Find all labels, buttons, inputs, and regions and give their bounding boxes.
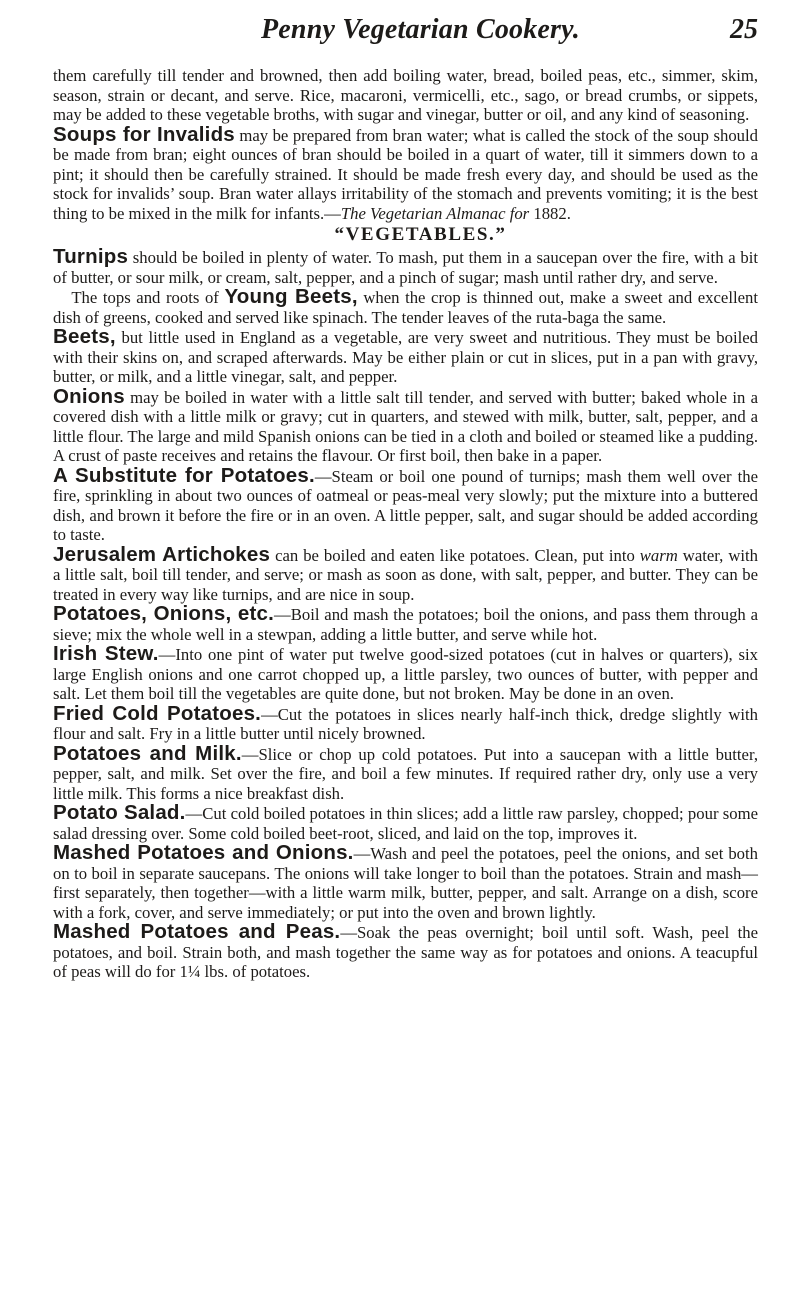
paragraph-mashed-potatoes-peas [53, 922, 758, 982]
italic-word: warm [639, 545, 678, 565]
paragraph-text: —Slice or chop up cold potatoes. Put into a saucepan with a little butter, pepper, salt, and milk. Set over the fire, and boil a few minutes. If required rather dry, only use a very little milk. This forms a nice breakfast dish. [53, 744, 759, 803]
paragraph-text: —Wash and peel the potatoes, peel the onions, and set both on to boil in separate saucepans. The onions will take longer to boil than the potatoes. Strain and mash—first separately, then together—with a little warm milk, butter, pepper, and salt. Arrange on a dish, score with a fork, cover, and serve immediately; or put into the oven and brown lightly. [53, 844, 758, 922]
recipe-heading: Mashed Potatoes and Peas. [53, 920, 341, 943]
paragraph-text: them carefully till tender and browned, then add boiling water, bread, boiled peas, etc., simmer, skim, season, strain or decant, and serve. Rice, macaroni, vermicelli, etc., sago, or bread crumbs, or sippets, may be added to these vegetable broths, with sugar and vinegar, butter or oil, and any kind of seasoning. [53, 66, 758, 124]
page-body [53, 66, 758, 982]
recipe-heading: Fried Cold Potatoes. [53, 701, 262, 725]
paragraph-text: should be boiled in plenty of water. To mash, put them in a saucepan over the fire, with a bit of butter, or sour milk, or cream, salt, pepper, and a pinch of sugar; mash until rather dry, and serve. [53, 248, 758, 287]
paragraph-beets [53, 327, 758, 387]
recipe-heading: Turnips [53, 245, 129, 268]
paragraph-onions [53, 384, 758, 466]
paragraph-potatoes-and-milk [53, 741, 759, 804]
paragraph-text-end: water, with a little salt, boil till tender, and serve; or mash as soon as done, with salt, pepper, and butter. They can be treated in every way like turnips, and are nice in soup. [53, 545, 758, 604]
source-year: 1882. [529, 203, 571, 223]
paragraph-text: when the crop is thinned out, make a sweet and excellent dish of greens, cooked and served like spinach. The tender leaves of the ruta-baga the same. [53, 288, 758, 327]
paragraph-text: —Into one pint of water put twelve good-sized potatoes (cut in halves or quarters), six large English onions and one carrot chopped up, a little parsley, two ounces of butter, with pepper and salt. Let them boil till the vegetables are quite done, but not broken. May be done in an oven. [53, 645, 758, 703]
recipe-heading: Potatoes, Onions, etc. [53, 602, 275, 625]
source-citation: The Vegetarian Almanac for [340, 203, 530, 223]
paragraph-potato-salad [53, 803, 758, 843]
paragraph-young-beets [53, 287, 758, 327]
recipe-heading: Beets, [53, 325, 116, 348]
page-number: 25 [730, 14, 758, 45]
recipe-heading: Young Beets, [224, 285, 358, 308]
recipe-heading: Soups for Invalids [53, 122, 235, 146]
recipe-heading: Jerusalem Artichokes [53, 542, 271, 566]
recipe-heading: Potatoes and Milk. [53, 741, 242, 765]
paragraph-jerusalem-artichokes [53, 542, 758, 605]
recipe-heading: A Substitute for Potatoes. [53, 463, 315, 487]
paragraph-potatoes-onions [53, 604, 758, 644]
paragraph-text: —Soak the peas overnight; boil until soft. Wash, peel the potatoes, and boil. Strain both, and mash together the same way as for potatoes and onions. A teacupful of peas will do for 1¼ lbs. of potatoes. [53, 923, 758, 981]
paragraph-text: —Steam or boil one pound of turnips; mash them well over the fire, sprinkling in about two ounces of oatmeal or peas-meal very slowly; put the mixture into a buttered dish, and brown it before the fire or in an oven. A little pepper, salt, and sugar should be added according to taste. [53, 466, 758, 544]
paragraph-substitute-for-potatoes [53, 463, 758, 545]
paragraph-text: may be prepared from bran water; what is called the stock of the soup should be made from bran; eight ounces of bran should be boiled in a quart of water, till it simmers down to a pint; it should then be carefully strained. It should be made fresh every day, and should be used as the stock for invalids’ soup. Bran water allays irritability of the stomach and prevents vomiting; it is the best thing to be mixed in the milk for infants.— [53, 125, 758, 223]
paragraph-text: can be boiled and eaten like potatoes. Clean, put into [270, 545, 640, 565]
paragraph-text: may be boiled in water with a little salt till tender, and served with butter; baked whole in a covered dish with a little milk or gravy; cut in quarters, and stewed with milk, butter, salt, pepper, and a little flour. The large and mild Spanish onions can be tied in a cloth and boiled or steamed like a pudding. A crust of paste receives and retains the flavour. Or first boil, then bake in a paper. [53, 387, 758, 465]
recipe-heading: Irish Stew. [53, 642, 159, 665]
recipe-heading: Mashed Potatoes and Onions. [53, 841, 354, 864]
paragraph-soups-for-invalids [53, 122, 758, 224]
paragraph-text-lead: The tops and roots of [71, 288, 225, 307]
recipe-heading: Onions [53, 384, 125, 408]
paragraph-mashed-potatoes-onions [53, 843, 758, 922]
paragraph-vegetable-broth [53, 66, 758, 125]
section-title: “VEGETABLES.” [334, 224, 507, 245]
paragraph-text: —Cut the potatoes in slices nearly half-inch thick, dredge slightly with flour and salt. Fry in a little butter until nicely browned. [53, 704, 758, 743]
recipe-heading: Potato Salad. [53, 801, 186, 824]
paragraph-fried-cold-potatoes [53, 701, 758, 744]
running-title: Penny Vegetarian Cookery. [261, 14, 580, 45]
paragraph-text: —Cut cold boiled potatoes in thin slices; add a little raw parsley, chopped; pour some salad dressing over. Some cold boiled beet-root, sliced, and laid on the top, improves it. [53, 804, 758, 843]
paragraph-irish-stew [53, 644, 758, 704]
paragraph-text: but little used in England as a vegetable, are very sweet and nutritious. They must be boiled with their skins on, and scraped afterwards. May be either plain or cut in slices, put in a pan with gravy, butter, or milk, and a little vinegar, salt, and pepper. [53, 328, 758, 386]
paragraph-text: —Boil and mash the potatoes; boil the onions, and pass them through a sieve; mix the whole well in a stewpan, adding a little butter, and serve while hot. [53, 605, 758, 644]
paragraph-turnips [53, 247, 758, 287]
running-head [53, 14, 758, 52]
